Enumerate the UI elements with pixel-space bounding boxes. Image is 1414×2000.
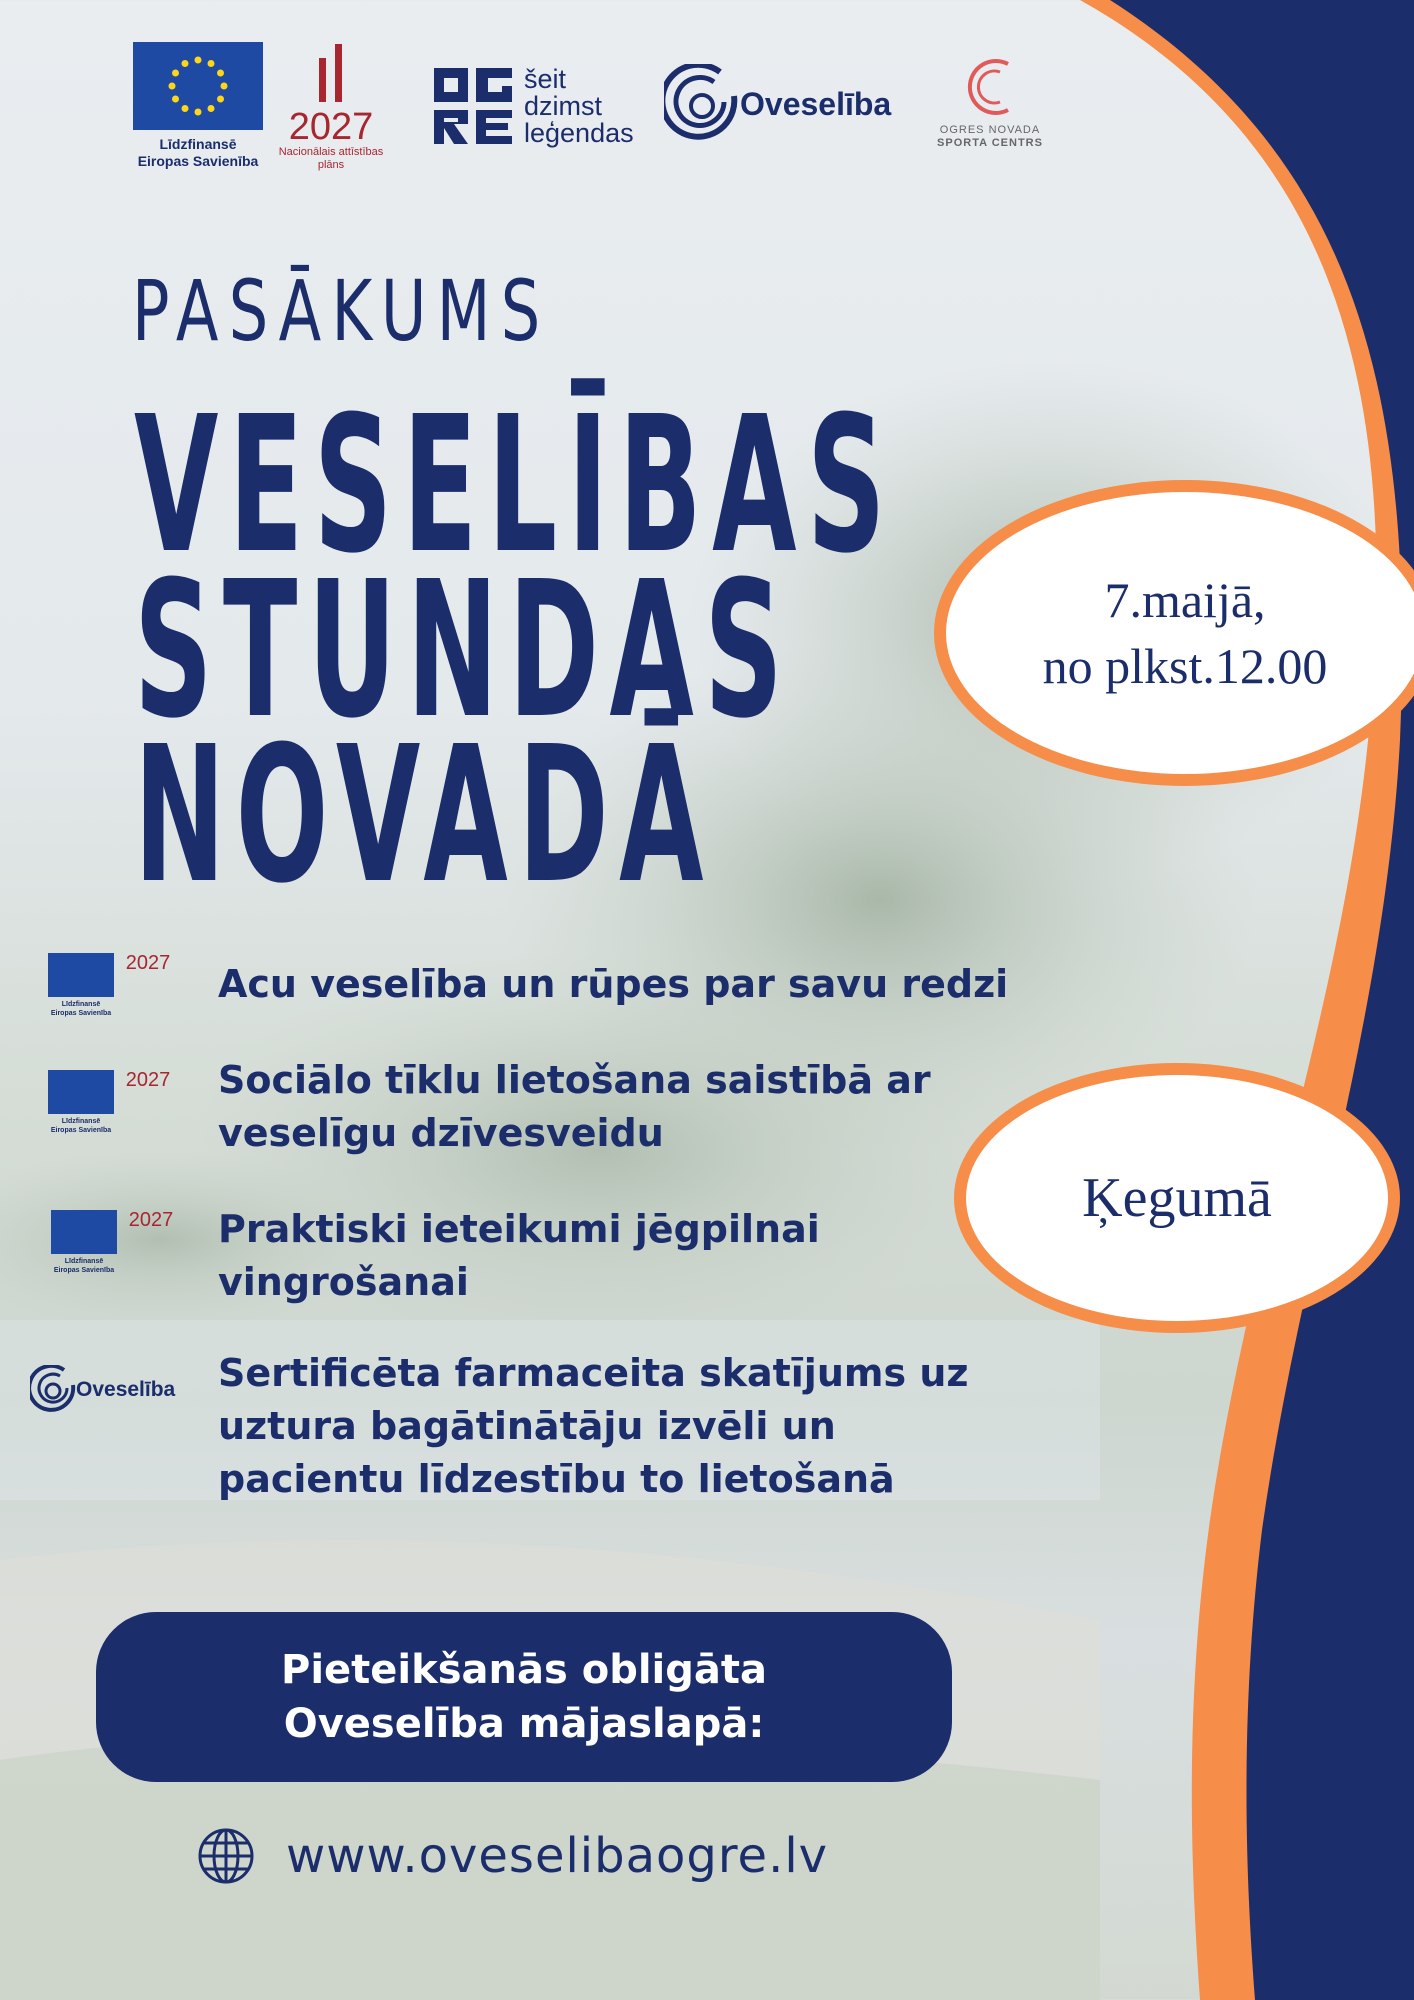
globe-icon: [196, 1826, 256, 1886]
registration-line: Oveselība mājaslapā:: [283, 1701, 765, 1747]
nap-bars-icon: [311, 44, 351, 102]
location-badge: [954, 1063, 1400, 1333]
eu-flag-icon: [48, 953, 114, 997]
national-development-plan-logo: [276, 44, 386, 172]
website-link[interactable]: www.oveselibaogre.lv: [286, 1828, 829, 1884]
event-place: Ķegumā: [1082, 1167, 1272, 1229]
event-title-line: NOVADĀ: [134, 706, 714, 925]
program-item-line: pacientu līdzestību to lietošanā: [218, 1457, 895, 1501]
registration-banner: [96, 1612, 952, 1782]
oveseliba-name: Oveselība: [76, 1378, 176, 1401]
event-label: PASĀKUMS: [132, 262, 551, 360]
event-date: 7.maijā,: [1104, 572, 1266, 628]
sports-centre-caption: [930, 124, 1050, 150]
nap-mini: [123, 1210, 179, 1230]
ogre-mark-icon: [432, 66, 514, 146]
nap-year: 2027: [125, 952, 171, 974]
program-item: [218, 958, 1008, 1011]
nap-caption: Nacionālais attīstības plāns: [278, 146, 384, 171]
eu-nap-mini-logo: [51, 1209, 174, 1275]
event-title-line: VESELĪBAS: [134, 376, 896, 595]
program-item-line: Sertificēta farmaceita skatījums uz: [218, 1351, 969, 1395]
program-item-line: Praktiski ieteikumi jēgpilnai: [218, 1207, 820, 1251]
oveseliba-logo: [664, 64, 892, 148]
eu-caption: Līdzfinansē Eiropas Savienība: [137, 136, 259, 169]
program-item-line: Acu veselība un rūpes par savu redzi: [218, 962, 1009, 1006]
eu-nap-mini-logo: [48, 952, 171, 1018]
eu-nap-mini-logo: [48, 1069, 171, 1135]
eu-flag-icon: [48, 1070, 114, 1114]
eu-caption: Līdzfinansē Eiropas Savienība: [50, 1001, 112, 1017]
sports-centre-caption-line: OGRES NOVADA: [939, 124, 1041, 136]
eu-cofunding-logo: [133, 42, 263, 170]
program-item-line: Sociālo tīklu lietošana saistībā ar: [218, 1058, 931, 1102]
sports-centre-caption-line: SPORTA CENTRS: [937, 137, 1043, 149]
oveseliba-name: Oveselība: [740, 86, 892, 122]
oveseliba-rings-icon: [30, 1365, 76, 1415]
nap-mini: [120, 953, 176, 973]
oveseliba-rings-icon: [664, 64, 740, 144]
program-item-line: veselīgu dzīvesveidu: [218, 1111, 664, 1155]
program-item: [218, 1347, 969, 1506]
program-item: [218, 1054, 931, 1160]
sports-centre-logo: [930, 54, 1050, 150]
program-item: [218, 1203, 820, 1309]
oveseliba-mini-logo: [30, 1365, 176, 1419]
program-item-line: uztura bagātinātāju izvēli un: [218, 1404, 836, 1448]
eu-caption: Līdzfinansē Eiropas Savienība: [53, 1258, 115, 1274]
website-row[interactable]: [196, 1826, 828, 1886]
ogre-slogan-line: dzimst: [524, 91, 603, 121]
ogre-brand-logo: [432, 64, 634, 150]
ogre-slogan-line: šeit: [524, 64, 567, 94]
registration-line: Pieteikšanās obligāta: [281, 1647, 767, 1693]
date-time-badge: [934, 480, 1414, 786]
program-item-line: vingrošanai: [218, 1260, 469, 1304]
nap-year: 2027: [288, 106, 374, 148]
event-title-line: STUNDAS: [134, 541, 794, 760]
nap-mini: [120, 1070, 176, 1090]
ogre-slogan-line: leģendas: [524, 118, 634, 148]
eu-caption: Līdzfinansē Eiropas Savienība: [50, 1118, 112, 1134]
ogre-slogan: [524, 66, 634, 147]
nap-year: 2027: [128, 1209, 174, 1231]
eu-flag-icon: [51, 1210, 117, 1254]
sports-centre-c-icon: [960, 54, 1020, 120]
nap-year: 2027: [125, 1069, 171, 1091]
event-time: no plkst.12.00: [1042, 638, 1328, 694]
eu-flag-icon: [133, 42, 263, 130]
